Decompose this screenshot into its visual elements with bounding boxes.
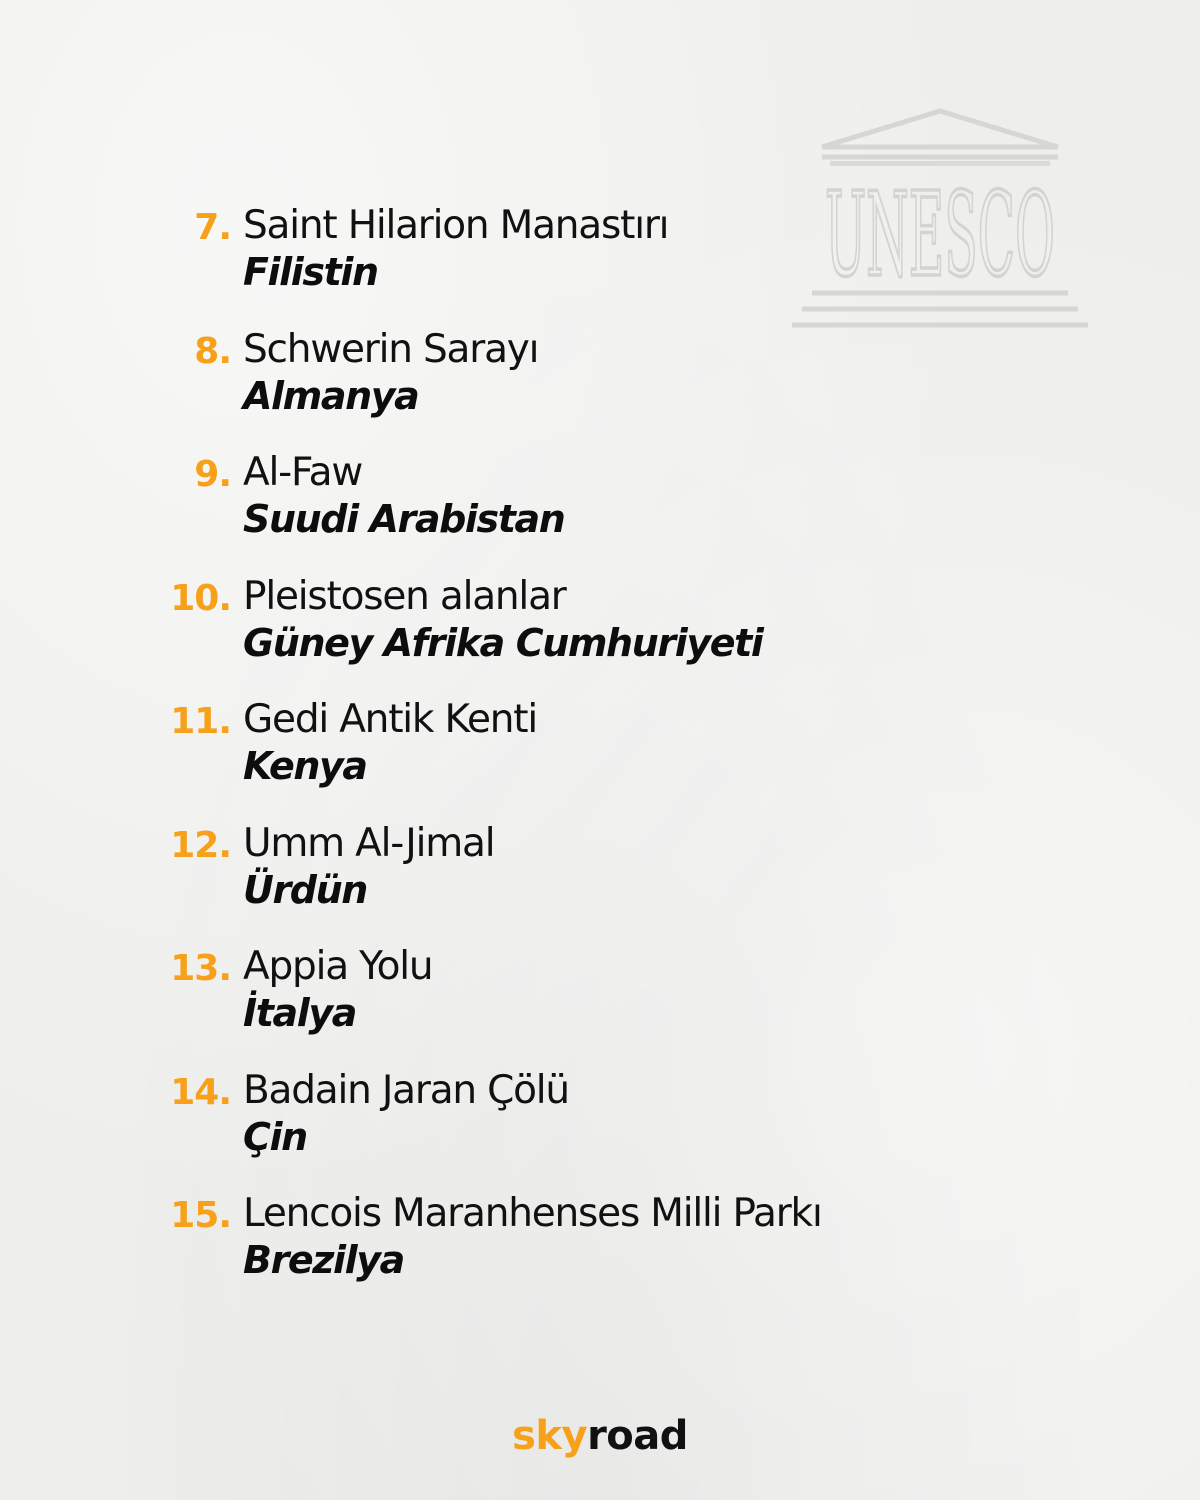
list-item — [0, 322, 1200, 446]
item-country: İtalya — [243, 991, 356, 1035]
item-site-name: Umm Al-Jimal — [243, 820, 495, 866]
item-number: 10. — [170, 577, 231, 619]
unesco-logo-lettering: UNESCO — [825, 166, 1055, 303]
item-number: 8. — [194, 330, 231, 372]
item-site-name: Badain Jaran Çölü — [243, 1067, 569, 1113]
brand-logo-sky: sky — [512, 1413, 588, 1459]
item-site-name: Schwerin Sarayı — [243, 326, 539, 372]
list-item — [0, 198, 1200, 322]
heritage-list — [0, 198, 1200, 1310]
item-site-name: Al-Faw — [243, 450, 363, 495]
item-country: Çin — [243, 1114, 307, 1159]
item-number: 12. — [170, 824, 231, 866]
list-item — [0, 445, 1200, 569]
item-number: 14. — [170, 1071, 231, 1113]
list-item — [0, 1186, 1200, 1310]
item-country: Filistin — [243, 250, 378, 294]
item-country: Ürdün — [243, 867, 367, 912]
list-item — [0, 1063, 1200, 1187]
item-number: 15. — [170, 1195, 231, 1236]
item-site-name: Saint Hilarion Manastırı — [243, 203, 669, 248]
list-item — [0, 569, 1200, 693]
item-number: 7. — [194, 207, 231, 248]
item-number: 13. — [170, 948, 231, 989]
item-country: Suudi Arabistan — [243, 497, 565, 541]
item-site-name: Pleistosen alanlar — [243, 573, 566, 619]
item-number: 9. — [194, 454, 231, 495]
list-item — [0, 692, 1200, 816]
item-number: 11. — [170, 701, 231, 742]
item-country: Brezilya — [243, 1238, 404, 1282]
brand-logo — [0, 1408, 1200, 1464]
item-country: Kenya — [243, 744, 367, 788]
item-country: Almanya — [243, 373, 419, 418]
brand-logo-road: road — [587, 1413, 688, 1459]
list-item — [0, 816, 1200, 940]
item-site-name: Appia Yolu — [243, 944, 433, 989]
item-site-name: Gedi Antik Kenti — [243, 697, 537, 742]
item-site-name: Lencois Maranhenses Milli Parkı — [243, 1191, 822, 1236]
item-country: Güney Afrika Cumhuriyeti — [243, 620, 763, 665]
list-item — [0, 939, 1200, 1063]
